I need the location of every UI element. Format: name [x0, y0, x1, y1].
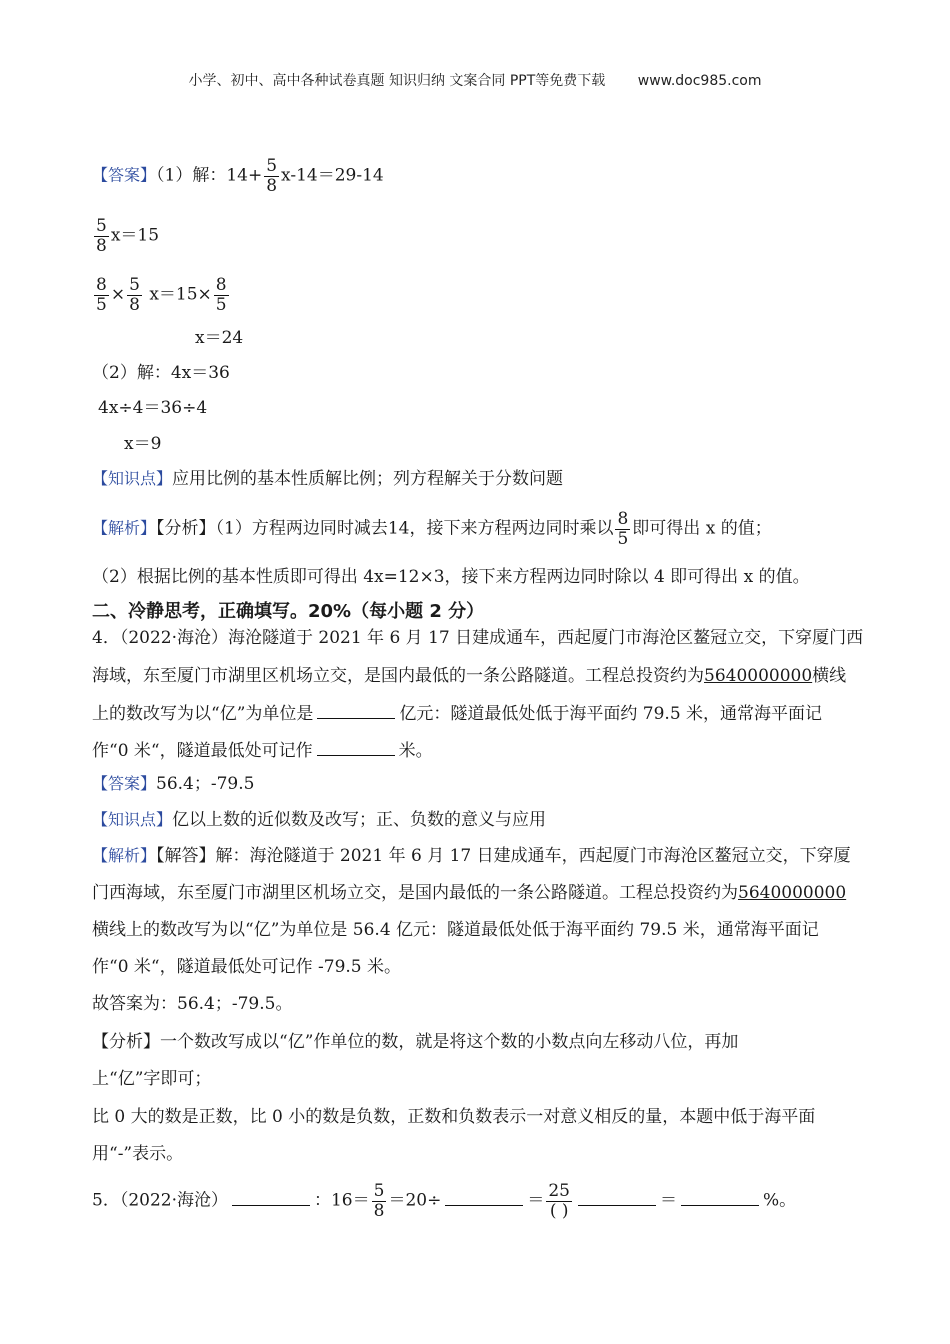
q5-line — [92, 1182, 870, 1220]
frac-num: 5 — [266, 156, 278, 176]
underlined-number: 5640000000 — [704, 666, 813, 686]
header-text: 小学、初中、高中各种试卷真题 知识归纳 文案合同 PPT等免费下载 — [188, 73, 606, 89]
q3-analysis-line1 — [92, 510, 870, 548]
frac-den: 8 — [266, 175, 278, 196]
frac-num: 8 — [215, 275, 227, 295]
q4-analysis-line6: 【分析】一个数改写成以“亿”作单位的数，就是将这个数的小数点向左移动八位，再加 — [92, 1032, 739, 1052]
text: 上的数改写为以“亿”为单位是 — [92, 704, 314, 724]
fraction — [264, 157, 279, 195]
text: 亿以上数的近似数及改写；正、负数的意义与应用 — [172, 810, 547, 830]
fraction — [546, 1182, 572, 1220]
q3-knowledge — [92, 467, 870, 491]
q4-analysis-line1 — [92, 844, 870, 868]
answer-tag: 【答案】 — [92, 774, 157, 793]
fraction — [615, 510, 630, 548]
section-title: 二、冷静思考，正确填写。20%（每小题 2 分） — [92, 601, 485, 622]
text: x＝15 — [110, 225, 160, 246]
frac-den: 5 — [215, 294, 227, 315]
q3-analysis-line2: （2）根据比例的基本性质即可得出 4x=12×3，接下来方程两边同时除以 4 即可得出 x 的值。 — [92, 567, 810, 587]
fraction — [94, 276, 109, 314]
text: （1）解：14+ — [156, 165, 263, 186]
q4-analysis-line4: 作“0 米“，隧道最低处可记作 -79.5 米。 — [92, 957, 402, 977]
q4-text-line4 — [92, 739, 870, 763]
answer-blank[interactable] — [445, 1189, 523, 1206]
answer-blank[interactable] — [232, 1189, 310, 1206]
frac-den: 8 — [129, 294, 140, 315]
q4-answer — [92, 772, 870, 796]
fraction — [372, 1182, 387, 1220]
q3-line3 — [92, 276, 870, 314]
q4-text-line3 — [92, 702, 870, 726]
fraction — [127, 276, 142, 314]
q3-line7: x＝9 — [124, 434, 162, 454]
text: ＝ — [659, 1190, 677, 1211]
q3-line6: 4x÷4＝36÷4 — [98, 398, 208, 418]
q4-analysis-line5: 故答案为：56.4；-79.5。 — [92, 994, 293, 1014]
q4-analysis-line2 — [92, 881, 870, 905]
text: ＝20÷ — [388, 1190, 442, 1211]
q4-text-line1: 4．（2022·海沧）海沧隧道于 2021 年 6 月 17 日建成通车，西起厦门市海沧区鳌冠立交，下穿厦门西 — [92, 628, 864, 648]
answer-blank[interactable] — [317, 702, 395, 719]
frac-den: 5 — [96, 294, 107, 315]
q4-analysis-line9: 用“-”表示。 — [92, 1144, 184, 1164]
text: %。 — [762, 1190, 797, 1211]
underlined-number: 5640000000 — [738, 883, 847, 903]
page-header — [0, 70, 950, 90]
q4-text-line2 — [92, 664, 870, 688]
q4-analysis-line8: 比 0 大的数是正数，比 0 小的数是负数，正数和负数表示一对意义相反的量，本题中低于海平面 — [92, 1107, 816, 1127]
frac-num: 8 — [617, 509, 629, 529]
text: x-14＝29-14 — [281, 165, 384, 186]
text: 56.4；-79.5 — [156, 774, 255, 794]
q3-line5: （2）解：4x＝36 — [92, 363, 230, 383]
text: × — [110, 284, 126, 305]
text: 即可得出 x 的值； — [632, 518, 772, 539]
text: 【分析】（1）方程两边同时减去14，接下来方程两边同时乘以 — [156, 518, 614, 539]
frac-num: 5 — [129, 275, 140, 295]
q3-line4: x＝24 — [195, 328, 244, 348]
frac-den: 5 — [617, 528, 629, 549]
text: x＝15× — [149, 284, 212, 305]
analysis-tag: 【解析】 — [92, 846, 157, 865]
text: 横线 — [812, 666, 847, 686]
text: 门西海域，东至厦门市湖里区机场立交，是国内最低的一条公路隧道。工程总投资约为 — [92, 883, 738, 903]
knowledge-tag: 【知识点】 — [92, 810, 173, 829]
frac-num: 25 — [548, 1181, 570, 1201]
answer-tag: 【答案】 — [92, 165, 157, 185]
q4-analysis-line3: 横线上的数改写为以“亿”为单位是 56.4 亿元：隧道最低处低于海平面约 79.5 米，通常海平面记 — [92, 920, 819, 940]
analysis-tag: 【解析】 — [92, 518, 157, 538]
answer-blank[interactable] — [317, 739, 395, 756]
answer-blank[interactable] — [681, 1189, 759, 1206]
text: ：16＝ — [313, 1190, 370, 1211]
knowledge-tag: 【知识点】 — [92, 469, 173, 488]
answer-blank[interactable] — [578, 1189, 656, 1206]
text: 应用比例的基本性质解比例；列方程解关于分数问题 — [172, 469, 564, 489]
fraction — [214, 276, 229, 314]
text: 海域，东至厦门市湖里区机场立交，是国内最低的一条公路隧道。工程总投资约为 — [92, 666, 704, 686]
q4-analysis-line7: 上“亿”字即可； — [92, 1069, 212, 1089]
text: 【解答】解：海沧隧道于 2021 年 6 月 17 日建成通车，西起厦门市海沧区鳌冠立交，下穿厦 — [156, 846, 851, 866]
text: 亿元：隧道最低处低于海平面约 79.5 米，通常海平面记 — [399, 704, 823, 724]
frac-den: 8 — [373, 1200, 385, 1221]
q3-line2 — [92, 217, 870, 255]
text: ＝ — [527, 1190, 545, 1211]
frac-den: ( ) — [549, 1200, 569, 1221]
frac-den: 8 — [96, 235, 107, 256]
text: 5．（2022·海沧） — [92, 1190, 228, 1211]
text: 米。 — [398, 741, 433, 761]
frac-num: 5 — [373, 1181, 385, 1201]
q4-knowledge — [92, 808, 870, 832]
fraction — [94, 217, 109, 255]
header-site: www.doc985.com — [637, 73, 762, 89]
text: 作“0 米“，隧道最低处可记作 — [92, 741, 313, 761]
frac-num: 8 — [96, 275, 107, 295]
q3-answer-line1 — [92, 157, 870, 195]
frac-num: 5 — [96, 216, 107, 236]
